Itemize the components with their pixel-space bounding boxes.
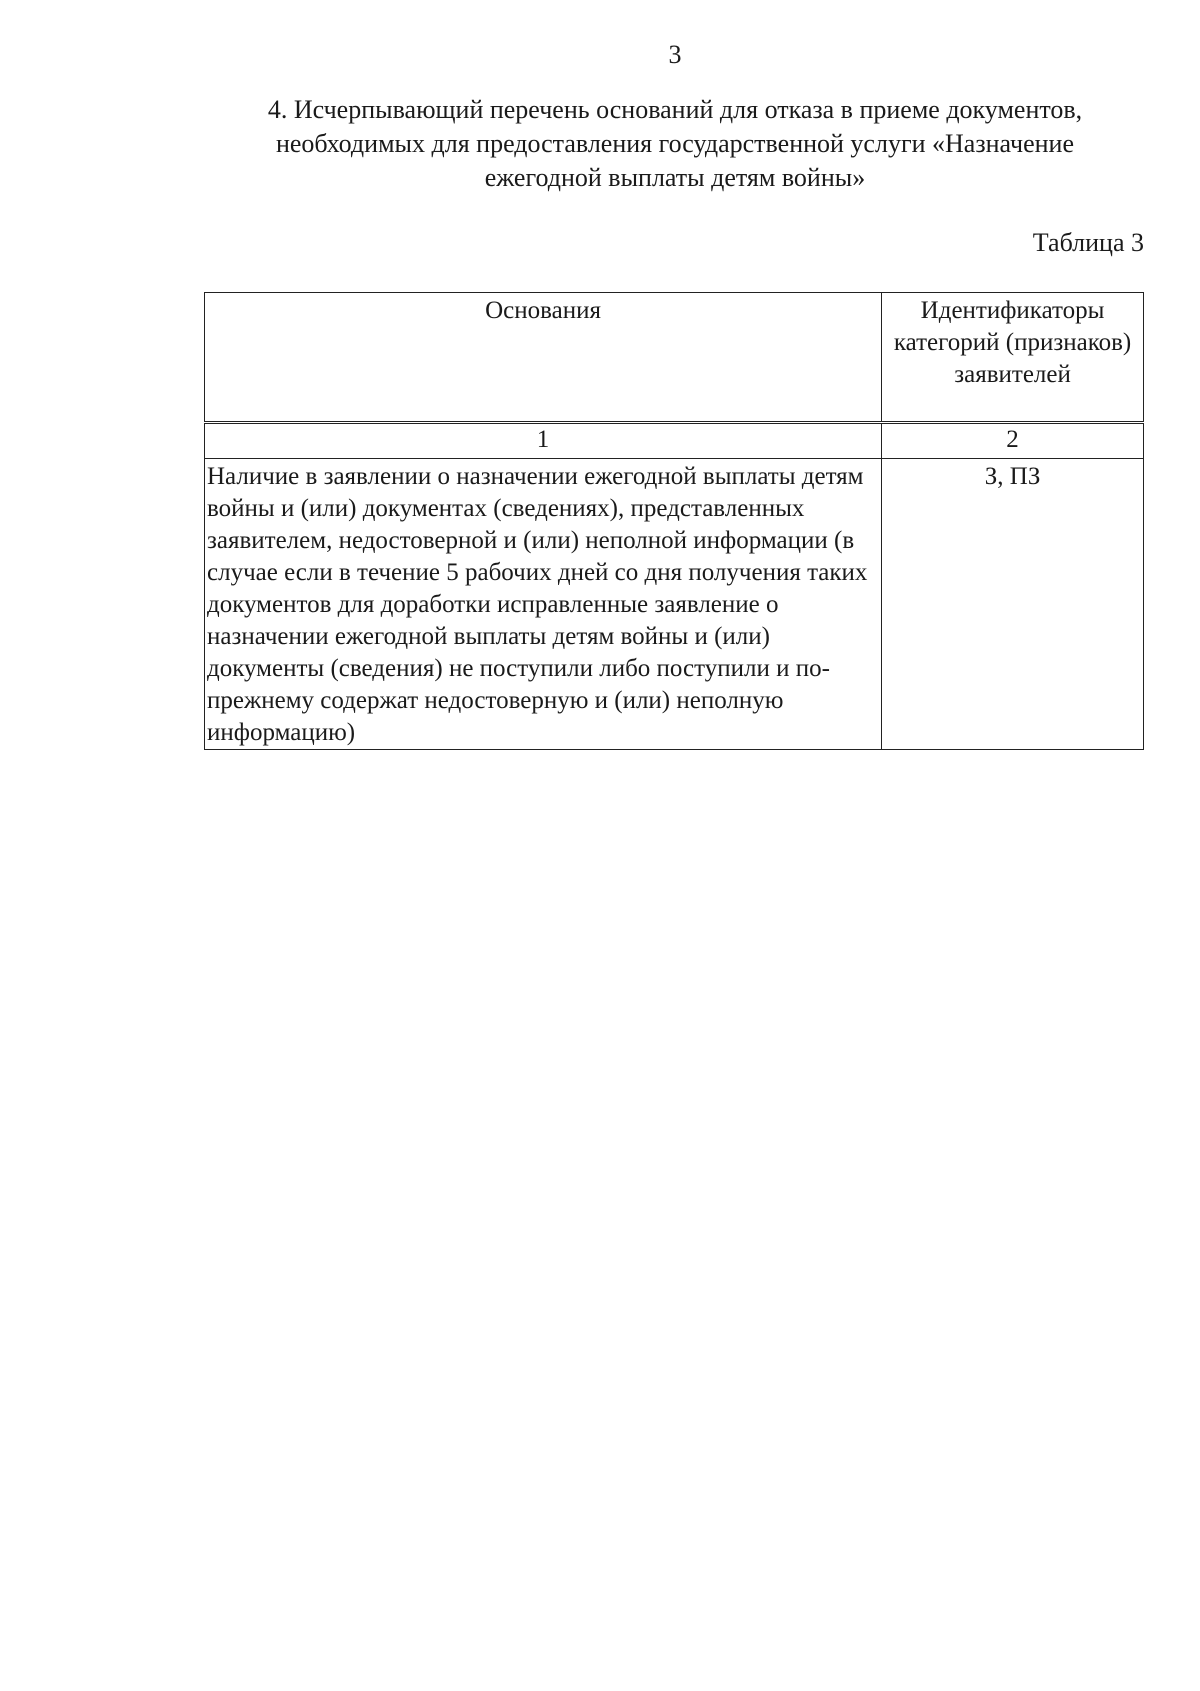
page-number: 3 xyxy=(668,40,682,69)
column-number-row xyxy=(205,423,1144,459)
table-header-row xyxy=(205,293,1144,423)
row-reason: Наличие в заявлении о назначении ежегодной выплаты детям войны и (или) документах (сведениях), представленных заявителем, недостоверной и (или) неполной информации (в случае если в течение 5 рабочих дней со дня получения таких документов для доработки исправленные заявление о назначении ежегодной выплаты детям войны и (или) документы (сведения) не поступили либо поступили и по-прежнему содержат недостоверную и (или) неполную информацию) xyxy=(205,459,882,750)
table-row xyxy=(205,459,1144,750)
section-heading: 4. Исчерпывающий перечень оснований для отказа в приеме документов, необходимых для предоставления государственной услуги «Назначение ежегодной выплаты детям войны» xyxy=(267,95,1083,192)
table-caption: Таблица 3 xyxy=(1032,228,1144,257)
header-applicant-identifiers: Идентификаторы категорий (признаков) заявителей xyxy=(882,293,1144,423)
column-number-2: 2 xyxy=(882,423,1144,459)
row-identifiers: З, ПЗ xyxy=(882,459,1144,750)
refusal-grounds-table xyxy=(204,292,1144,750)
column-number-1: 1 xyxy=(205,423,882,459)
header-grounds: Основания xyxy=(205,293,882,423)
